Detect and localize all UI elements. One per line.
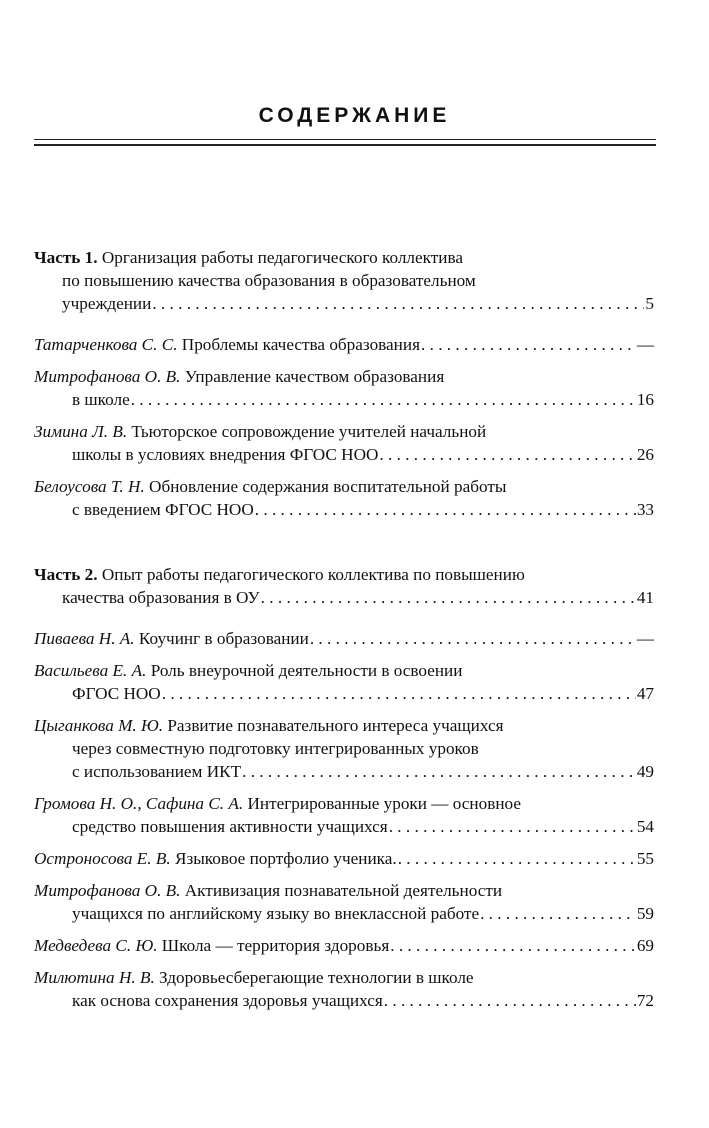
toc-article-entry[interactable] bbox=[34, 714, 654, 783]
entry-title-last-line: с использованием ИКТ bbox=[72, 762, 242, 781]
entry-title: Проблемы качества образования bbox=[181, 335, 420, 354]
dot-leader bbox=[384, 989, 636, 1012]
page-number: 54 bbox=[636, 817, 654, 836]
entry-title: Активизация познавательной деятельности bbox=[184, 881, 503, 900]
entry-title-last-line: в школе bbox=[72, 390, 130, 409]
page-number: 16 bbox=[636, 390, 654, 409]
toc-article-entry[interactable] bbox=[34, 847, 654, 870]
toc-article-entry[interactable] bbox=[34, 966, 654, 1012]
dot-leader bbox=[162, 682, 636, 705]
entry-title-last-line: с введением ФГОС НОО bbox=[72, 500, 254, 519]
author-name: Громова Н. О., Сафина С. А. bbox=[34, 794, 244, 813]
author-name: Зимина Л. В. bbox=[34, 422, 128, 441]
entry-title: Организация работы педагогического коллектива bbox=[101, 248, 463, 267]
entry-title: Интегрированные уроки — основное bbox=[247, 794, 521, 813]
entry-title-last-line: ФГОС НОО bbox=[72, 684, 161, 703]
author-name: Пиваева Н. А. bbox=[34, 629, 135, 648]
author-name: Остроносова Е. В. bbox=[34, 849, 171, 868]
page-number: 26 bbox=[636, 445, 654, 464]
entry-title-last-line: учреждении bbox=[62, 294, 152, 313]
page-number: 55 bbox=[636, 849, 654, 868]
author-name: Митрофанова О. В. bbox=[34, 881, 181, 900]
part-label: Часть 1. bbox=[34, 248, 98, 267]
toc-article-entry[interactable] bbox=[34, 420, 654, 466]
dot-leader bbox=[242, 760, 636, 783]
author-name: Васильева Е. А. bbox=[34, 661, 147, 680]
page-title: СОДЕРЖАНИЕ bbox=[258, 104, 451, 127]
toc-article-entry[interactable] bbox=[34, 879, 654, 925]
entry-title: Тьюторское сопровождение учителей начальной bbox=[131, 422, 487, 441]
toc-article-entry[interactable] bbox=[34, 792, 654, 838]
entry-title-continuation: по повышению качества образования в образовательном bbox=[62, 271, 476, 290]
title-rule-thin bbox=[34, 139, 656, 140]
dot-leader bbox=[310, 627, 636, 650]
entry-title-last-line: качества образования в ОУ bbox=[62, 588, 260, 607]
page-number: 72 bbox=[636, 991, 654, 1010]
entry-title: Коучинг в образовании bbox=[138, 629, 309, 648]
dot-leader bbox=[398, 847, 636, 870]
entry-title: Управление качеством образования bbox=[184, 367, 445, 386]
toc-section bbox=[34, 563, 654, 1012]
entry-title: Языковое портфолио ученика. bbox=[174, 849, 397, 868]
author-name: Татарченкова С. С. bbox=[34, 335, 178, 354]
author-name: Белоусова Т. Н. bbox=[34, 477, 145, 496]
toc-section bbox=[34, 246, 654, 521]
page-number: 59 bbox=[636, 904, 654, 923]
page-number: — bbox=[636, 629, 654, 648]
page-number: 47 bbox=[636, 684, 654, 703]
dot-leader bbox=[390, 934, 636, 957]
dot-leader bbox=[152, 292, 644, 315]
dot-leader bbox=[421, 333, 636, 356]
toc-article-entry[interactable] bbox=[34, 365, 654, 411]
toc-article-entry[interactable] bbox=[34, 934, 654, 957]
toc-article-entry[interactable] bbox=[34, 659, 654, 705]
toc-article-entry[interactable] bbox=[34, 475, 654, 521]
entry-title: Школа — территория здоровья bbox=[161, 936, 390, 955]
entry-title-continuation: через совместную подготовку интегрированных уроков bbox=[72, 739, 479, 758]
table-of-contents bbox=[34, 246, 654, 1021]
author-name: Цыганкова М. Ю. bbox=[34, 716, 164, 735]
author-name: Милютина Н. В. bbox=[34, 968, 155, 987]
entry-title: Опыт работы педагогического коллектива по повышению bbox=[101, 565, 525, 584]
page-number: 33 bbox=[636, 500, 654, 519]
author-name: Митрофанова О. В. bbox=[34, 367, 181, 386]
toc-part-entry[interactable] bbox=[34, 563, 654, 609]
page-number: 41 bbox=[636, 588, 654, 607]
toc-article-entry[interactable] bbox=[34, 333, 654, 356]
page-number: 49 bbox=[636, 762, 654, 781]
dot-leader bbox=[480, 902, 636, 925]
page-number: 69 bbox=[636, 936, 654, 955]
entry-title: Развитие познавательного интереса учащихся bbox=[167, 716, 504, 735]
entry-title: Роль внеурочной деятельности в освоении bbox=[150, 661, 463, 680]
toc-article-entry[interactable] bbox=[34, 627, 654, 650]
page-number: — bbox=[636, 335, 654, 354]
part-label: Часть 2. bbox=[34, 565, 98, 584]
dot-leader bbox=[255, 498, 636, 521]
entry-title: Обновление содержания воспитательной работы bbox=[149, 477, 507, 496]
dot-leader bbox=[261, 586, 636, 609]
entry-title-last-line: средство повышения активности учащихся bbox=[72, 817, 388, 836]
toc-part-entry[interactable] bbox=[34, 246, 654, 315]
dot-leader bbox=[389, 815, 636, 838]
title-rule-thick bbox=[34, 144, 656, 146]
entry-title-last-line: школы в условиях внедрения ФГОС НОО bbox=[72, 445, 379, 464]
dot-leader bbox=[131, 388, 636, 411]
entry-title-last-line: учащихся по английскому языку во внеклассной работе bbox=[72, 904, 480, 923]
entry-title: Здоровьесберегающие технологии в школе bbox=[159, 968, 474, 987]
dot-leader bbox=[379, 443, 635, 466]
author-name: Медведева С. Ю. bbox=[34, 936, 158, 955]
entry-title-last-line: как основа сохранения здоровья учащихся bbox=[72, 991, 383, 1010]
page-number: 5 bbox=[645, 294, 654, 313]
